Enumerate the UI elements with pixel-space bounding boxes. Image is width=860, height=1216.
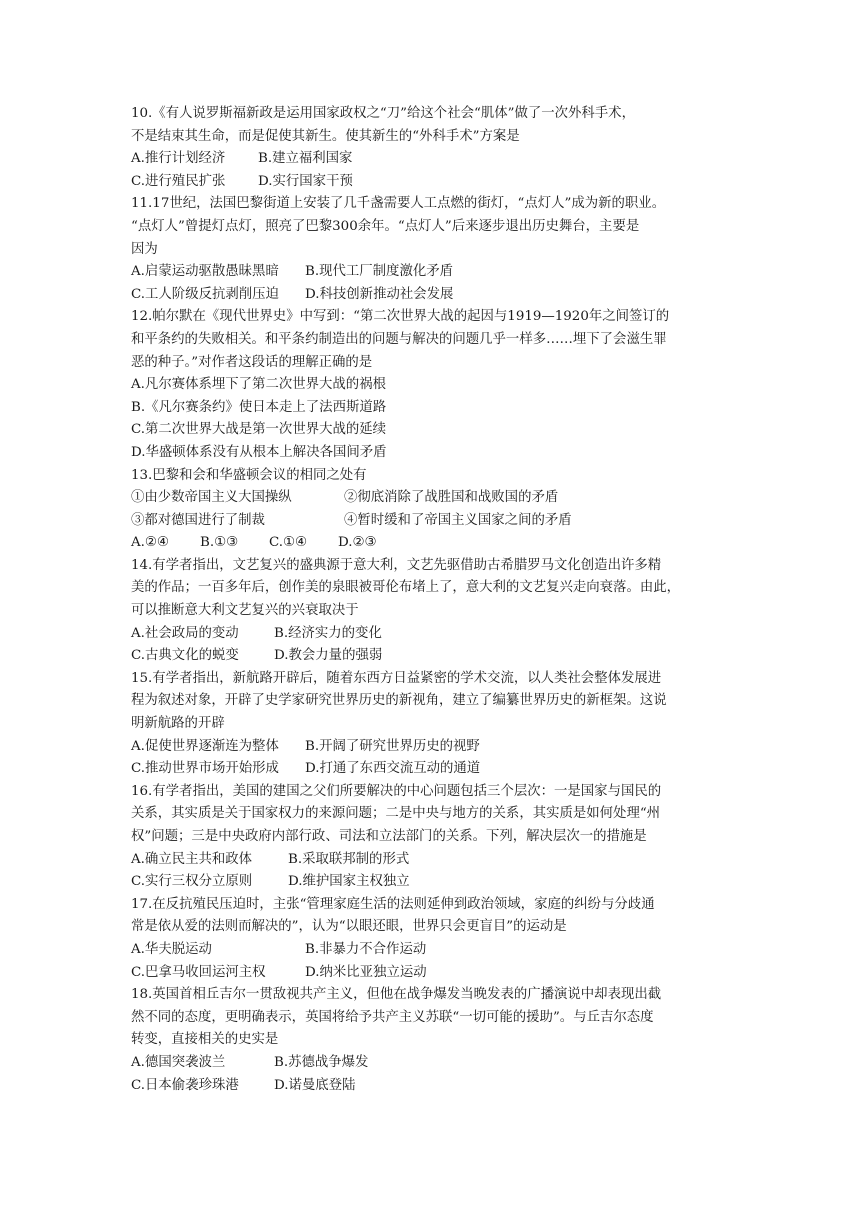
question-stem: 和平条约的失败相关。和平条约制造出的问题与解决的问题几乎一样多……埋下了会滋生罪 xyxy=(131,331,667,347)
option-row xyxy=(131,939,731,962)
question-11 xyxy=(131,193,731,306)
option-row xyxy=(131,849,731,872)
option-d[interactable]: D.纳米比亚独立运动 xyxy=(305,964,427,980)
option-a[interactable]: A.确立民主共和政体 xyxy=(131,851,253,867)
option-b[interactable]: B.建立福利国家 xyxy=(258,151,353,167)
option-row xyxy=(131,532,731,555)
option-a[interactable]: A.德国突袭波兰 xyxy=(131,1054,226,1070)
question-stem: 恶的种子。”对作者这段话的理解正确的是 xyxy=(131,354,373,370)
option-row xyxy=(131,284,731,307)
option-a[interactable]: A.促使世界逐渐连为整体 xyxy=(131,738,279,754)
question-stem: 程为叙述对象，开辟了史学家研究世界历史的新视角，建立了编纂世界历史的新框架。这说 xyxy=(131,693,667,709)
exam-page xyxy=(131,103,731,1097)
option-a[interactable]: A.启蒙运动驱散愚昧黑暗 xyxy=(131,264,279,280)
question-17 xyxy=(131,894,731,984)
option-a[interactable]: A.推行计划经济 xyxy=(131,151,226,167)
question-stem: 关系，其实质是关于国家权力的来源问题；二是中央与地方的关系，其实质是如何处理“州 xyxy=(131,806,661,822)
statement-3: ③都对德国进行了制裁 xyxy=(131,512,265,528)
option-a[interactable]: A.②④ xyxy=(131,535,169,551)
option-row xyxy=(131,758,731,781)
option-b[interactable]: B.非暴力不合作运动 xyxy=(305,941,427,957)
option-row xyxy=(131,645,731,668)
option-c[interactable]: C.巴拿马收回运河主权 xyxy=(131,964,266,980)
option-row xyxy=(131,736,731,759)
option-b[interactable]: B.采取联邦制的形式 xyxy=(288,851,410,867)
question-stem: 11.17世纪，法国巴黎街道上安装了几千盏需要人工点燃的街灯，“点灯人”成为新的职业。 xyxy=(131,196,666,212)
question-stem: 18.英国首相丘吉尔一贯敌视共产主义，但他在战争爆发当晚发表的广播演说中却表现出截 xyxy=(131,987,662,1003)
option-b[interactable]: B.开阔了研究世界历史的视野 xyxy=(305,738,480,754)
question-stem: 16.有学者指出，美国的建国之父们所要解决的中心问题包括三个层次：一是国家与国民的 xyxy=(131,783,662,799)
question-stem: 15.有学者指出，新航路开辟后，随着东西方日益紧密的学术交流，以人类社会整体发展进 xyxy=(131,670,662,686)
option-d[interactable]: D.诺曼底登陆 xyxy=(274,1077,356,1093)
option-c[interactable]: C.进行殖民扩张 xyxy=(131,173,226,189)
option-b[interactable]: B.现代工厂制度激化矛盾 xyxy=(305,264,454,280)
option-row xyxy=(131,871,731,894)
question-stem: 权”问题；三是中央政府内部行政、司法和立法部门的关系。下列，解决层次一的措施是 xyxy=(131,829,647,844)
option-b[interactable]: B.苏德战争爆发 xyxy=(274,1054,369,1070)
option-row xyxy=(131,962,731,985)
question-stem: 美的作品；一百多年后，创作美的泉眼被哥伦布堵上了，意大利的文艺复兴走向衰落。由此， xyxy=(131,580,681,596)
option-c[interactable]: C.实行三权分立原则 xyxy=(131,874,253,890)
statement-1: ①由少数帝国主义大国操纵 xyxy=(131,490,292,506)
option-d[interactable]: D.教会力量的强弱 xyxy=(274,648,383,664)
option-a[interactable]: A.凡尔赛体系埋下了第二次世界大战的祸根 xyxy=(131,377,386,393)
question-stem: 因为 xyxy=(131,241,158,257)
option-c[interactable]: C.①④ xyxy=(269,535,308,551)
question-stem: “点灯人”曾提灯点灯，照亮了巴黎300余年。“点灯人”后来逐步退出历史舞台，主要是 xyxy=(131,218,640,234)
option-row xyxy=(131,1052,731,1075)
option-b[interactable]: B.《凡尔赛条约》使日本走上了法西斯道路 xyxy=(131,399,387,415)
option-a[interactable]: A.华夫脱运动 xyxy=(131,941,212,957)
option-c[interactable]: C.工人阶级反抗剥削压迫 xyxy=(131,286,279,302)
statement-2: ②彻底消除了战胜国和战败国的矛盾 xyxy=(344,490,559,506)
question-stem: 10.《有人说罗斯福新政是运用国家政权之“刀”给这个社会“肌体”做了一次外科手术， xyxy=(131,106,635,121)
option-c[interactable]: C.第二次世界大战是第一次世界大战的延续 xyxy=(131,422,387,438)
option-row xyxy=(131,1075,731,1098)
question-stem: 转变，直接相关的史实是 xyxy=(131,1032,279,1048)
question-16 xyxy=(131,781,731,894)
option-d[interactable]: D.②③ xyxy=(338,535,377,551)
question-stem: 14.有学者指出，文艺复兴的盛典源于意大利，文艺先驱借助古希腊罗马文化创造出许多精 xyxy=(131,557,662,573)
option-row xyxy=(131,623,731,646)
question-10 xyxy=(131,103,731,193)
option-c[interactable]: C.古典文化的蜕变 xyxy=(131,648,239,664)
option-c[interactable]: C.推动世界市场开始形成 xyxy=(131,761,279,777)
question-stem: 13.巴黎和会和华盛顿会议的相同之处有 xyxy=(131,467,367,483)
question-stem: 17.在反抗殖民压迫时，主张“管理家庭生活的法则延伸到政治领域，家庭的纠纷与分歧通 xyxy=(131,896,655,912)
statement-4: ④暂时缓和了帝国主义国家之间的矛盾 xyxy=(344,512,572,528)
question-stem: 然不同的态度，更明确表示，英国将给予共产主义苏联“一切可能的援助”。与丘吉尔态度 xyxy=(131,1009,654,1025)
option-d[interactable]: D.科技创新推动社会发展 xyxy=(305,286,454,302)
option-d[interactable]: D.实行国家干预 xyxy=(258,173,353,189)
question-stem: 12.帕尔默在《现代世界史》中写到：“第二次世界大战的起因与1919—1920年之间签订的 xyxy=(131,309,670,325)
option-b[interactable]: B.①③ xyxy=(200,535,239,551)
question-stem: 明新航路的开辟 xyxy=(131,716,225,732)
option-row xyxy=(131,261,731,284)
question-15 xyxy=(131,668,731,781)
option-d[interactable]: D.维护国家主权独立 xyxy=(288,874,410,890)
option-row xyxy=(131,148,731,171)
question-12 xyxy=(131,306,731,464)
question-14 xyxy=(131,555,731,668)
question-stem: 可以推断意大利文艺复兴的兴衰取决于 xyxy=(131,603,359,619)
statement-row xyxy=(131,487,731,510)
statement-row xyxy=(131,510,731,533)
option-row xyxy=(131,171,731,194)
question-stem: 常是依从爱的法则而解决的”，认为“以眼还眼，世界只会更盲目”的运动是 xyxy=(131,919,567,935)
question-stem: 不是结束其生命，而是促使其新生。使其新生的“外科手术”方案是 xyxy=(131,128,520,144)
question-13 xyxy=(131,465,731,555)
option-b[interactable]: B.经济实力的变化 xyxy=(274,625,382,641)
option-c[interactable]: C.日本偷袭珍珠港 xyxy=(131,1077,239,1093)
option-d[interactable]: D.打通了东西交流互动的通道 xyxy=(305,761,481,777)
question-18 xyxy=(131,984,731,1097)
option-d[interactable]: D.华盛顿体系没有从根本上解决各国间矛盾 xyxy=(131,444,387,460)
option-a[interactable]: A.社会政局的变动 xyxy=(131,625,239,641)
